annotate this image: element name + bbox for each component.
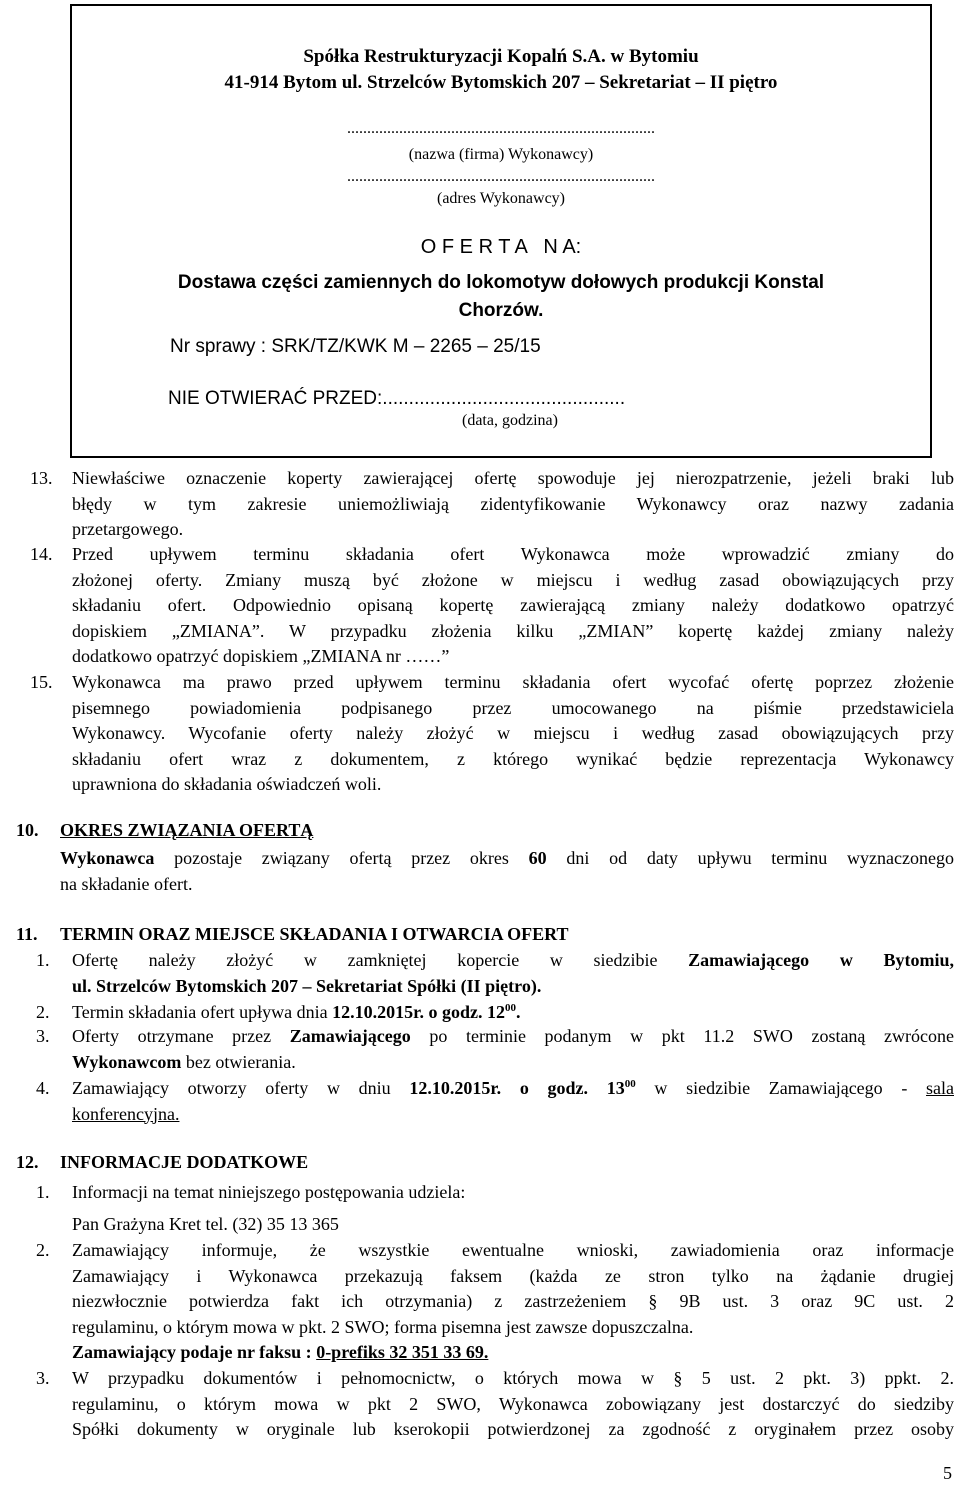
text-line: Wykonawcy. Wycofanie oferty należy złożyć w miejscu i według zasad obowiązujących przy — [72, 723, 954, 744]
text-line: Ofertę należy złożyć w zamkniętej kopercie w siedzibie Zamawiającego w Bytomiu, — [72, 950, 954, 970]
text-line: Zamawiający informuje, że wszystkie ewentualne wnioski, zawiadomienia oraz informacje — [72, 1240, 954, 1260]
offer-title: O F E R T A N A: — [420, 236, 582, 258]
text-line: Niewłaściwe oznaczenie koperty zawierającej ofertę spowoduje jej nierozpatrzenie, jeżeli braki lub — [72, 468, 954, 488]
section-10-text — [60, 846, 954, 897]
s11-item-2-number: 2. — [36, 1002, 50, 1022]
s12-item-2-number: 2. — [36, 1240, 50, 1260]
company-name: Spółka Restrukturyzacji Kopalń S.A. w Bytomiu — [303, 46, 699, 67]
s11-item-3-number: 3. — [36, 1026, 50, 1046]
s11-item-1-text — [72, 948, 954, 999]
page-number: 5 — [943, 1463, 952, 1483]
contractor-address-label: (adres Wykonawcy) — [436, 190, 566, 207]
s11-item-4-number: 4. — [36, 1078, 50, 1098]
text-line: W przypadku dokumentów i pełnomocnictw, o których mowa w § 5 ust. 2 pkt. 3) ppkt. 2. — [72, 1368, 954, 1388]
date-time-label: (data, godzina) — [462, 412, 558, 429]
text-line: Termin składania ofert upływa dnia 12.10.2015r. o godz. $12^{00}$. — [72, 1002, 521, 1022]
envelope-label-box — [70, 4, 932, 458]
s12-item-1-text — [72, 1180, 954, 1237]
contractor-address-dots: ............................................................................. — [347, 168, 655, 185]
section-11-title: TERMIN ORAZ MIEJSCE SKŁADANIA I OTWARCIA OFERT — [60, 924, 569, 944]
s11-item-4-text — [72, 1076, 954, 1127]
text-line: Oferty otrzymane przez Zamawiającego po terminie podanym w pkt 11.2 SWO zostaną zwrócone — [72, 1026, 954, 1046]
contractor-name-dots: ............................................................................. — [347, 120, 655, 137]
text-line: na składanie ofert. — [60, 873, 193, 894]
section-11-number: 11. — [16, 924, 38, 944]
section-12-title: INFORMACJE DODATKOWE — [60, 1152, 309, 1172]
s12-item-2-text — [72, 1238, 954, 1366]
case-number: Nr sprawy : SRK/TZ/KWK M – 2265 – 25/15 — [170, 336, 541, 357]
s12-item-3-text — [72, 1366, 954, 1443]
text-line: Wykonawcom bez otwierania. — [72, 1051, 296, 1072]
section-10-number: 10. — [16, 820, 39, 840]
section-12-number: 12. — [16, 1152, 39, 1172]
subject-line-2: Chorzów. — [458, 300, 544, 321]
section-10-title: OKRES ZWIĄZANIA OFERTĄ — [60, 820, 314, 840]
text-line: Wykonawca ma prawo przed upływem terminu składania ofert wycofać ofertę poprzez złożenie — [72, 672, 954, 692]
fax-number-line: Zamawiający podaje nr faksu : 0-prefiks 32 351 33 69. — [72, 1342, 489, 1363]
text-line: pisemnego powiadomienia podpisanego przez umocowanego na piśmie przedstawiciela — [72, 697, 954, 718]
text-line: Zamawiający i Wykonawca przekazują faksem (każda ze stron tylko na żądanie drugiej — [72, 1265, 954, 1286]
text-line: ul. Strzelców Bytomskich 207 – Sekretariat Spółki (II piętro). — [72, 975, 542, 996]
text-line: dodatkowo opatrzyć dopiskiem „ZMIANA nr ……” — [72, 646, 450, 667]
text-line: regulaminu, o którym mowa w pkt 2 SWO, Wykonawca zobowiązany jest dostarczyć do siedziby — [72, 1393, 954, 1414]
text-line: Pan Grażyna Kret tel. (32) 35 13 365 — [72, 1213, 339, 1234]
item-14-text — [72, 542, 954, 670]
text-line: przetargowego. — [72, 519, 184, 540]
subject-line-1: Dostawa części zamiennych do lokomotyw dołowych produkcji Konstal — [177, 272, 825, 293]
text-line: konferencyjna. — [72, 1103, 180, 1124]
text-line: niezwłocznie potwierdza fakt ich otrzymania) z zastrzeżeniem § 9B ust. 3 oraz 9C ust. 2 — [72, 1291, 954, 1312]
s12-item-1-number: 1. — [36, 1182, 50, 1202]
company-address: 41-914 Bytom ul. Strzelców Bytomskich 207 – Sekretariat – II piętro — [224, 72, 778, 93]
s11-item-2-text — [72, 1000, 954, 1026]
text-line: dopiskiem „ZMIANA”. W przypadku złożenia kilku „ZMIAN” kopertę każdej zmiany należy — [72, 620, 954, 641]
text-line: złożonej oferty. Zmiany muszą być złożone w miejscu i według zasad obowiązujących przy — [72, 569, 954, 590]
s11-item-3-text — [72, 1024, 954, 1075]
item-15-number: 15. — [30, 672, 53, 692]
do-not-open-before: NIE OTWIERAĆ PRZED:.............................................. — [168, 388, 626, 409]
text-line: Przed upływem terminu składania ofert Wykonawca może wprowadzić zmiany do — [72, 544, 954, 564]
text-line: Informacji na temat niniejszego postępowania udziela: — [72, 1182, 466, 1202]
text-line: Zamawiający otworzy oferty w dniu 12.10.2015r. o godz. $13^{00}$ w siedzibie Zamawiającego - sala — [72, 1078, 954, 1098]
contractor-name-label: (nazwa (firma) Wykonawcy) — [408, 146, 594, 163]
text-line: regulaminu, o którym mowa w pkt. 2 SWO; forma pisemna jest zawsze dopuszczalna. — [72, 1316, 694, 1337]
text-line: składaniu ofert. Odpowiednio opisaną kopertę zawierającą zmiany należy dodatkowo opatrzyć — [72, 595, 954, 616]
text-line: Wykonawca pozostaje związany ofertą przez okres 60 dni od daty upływu terminu wyznaczonego — [60, 848, 954, 868]
s11-item-1-number: 1. — [36, 950, 50, 970]
text-line: Spółki dokumenty w oryginale lub kserokopii potwierdzonej za zgodność z oryginałem przez osoby — [72, 1419, 954, 1440]
item-15-text — [72, 670, 954, 798]
item-14-number: 14. — [30, 544, 53, 564]
item-13-text — [72, 466, 954, 543]
text-line: błędy w tym zakresie uniemożliwiają zidentyfikowanie Wykonawcy oraz nazwy zadania — [72, 493, 954, 514]
text-line: uprawniona do składania oświadczeń woli. — [72, 774, 382, 795]
item-13-number: 13. — [30, 468, 53, 488]
s12-item-3-number: 3. — [36, 1368, 50, 1388]
text-line: składaniu ofert wraz z dokumentem, z którego wynikać będzie reprezentacja Wykonawcy — [72, 748, 954, 769]
